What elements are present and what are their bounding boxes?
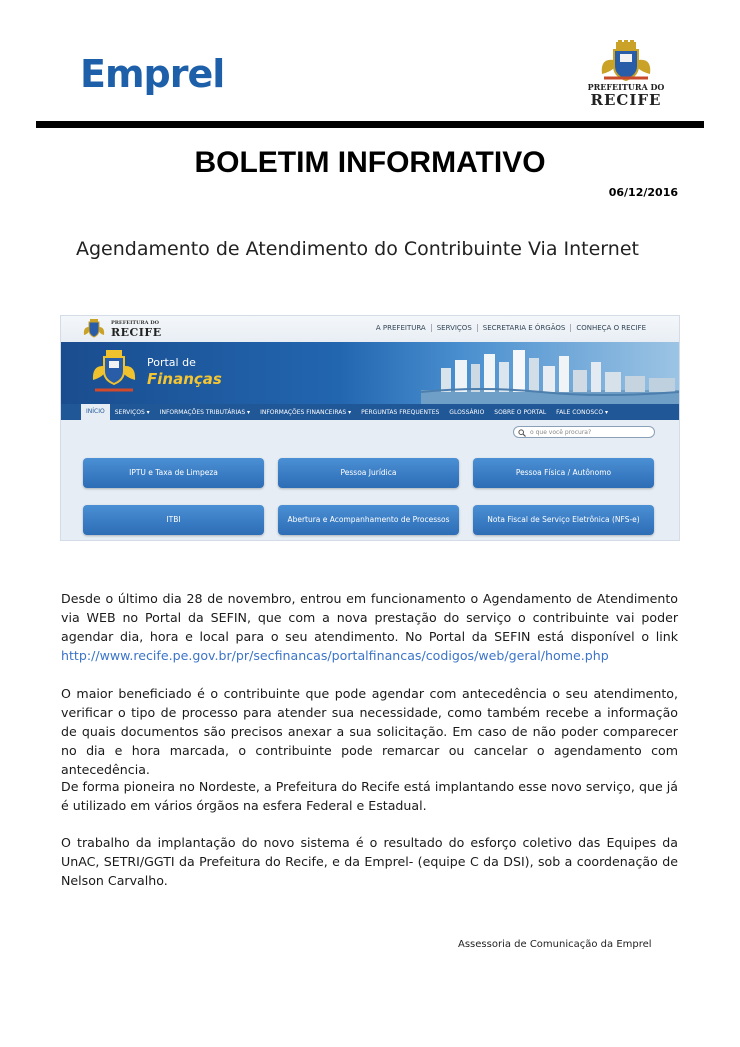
processos-button[interactable]: Abertura e Acompanhamento de Processos — [278, 505, 459, 535]
emprel-logo: Emprel — [80, 52, 225, 96]
city-skyline-image — [421, 342, 679, 404]
top-link-secretaria[interactable]: SECRETARIA E ÓRGÃOS — [477, 324, 571, 332]
search-placeholder: o que você procura? — [530, 429, 592, 436]
nav-item-glossario[interactable]: GLOSSÁRIO — [449, 408, 485, 416]
footer-credit: Assessoria de Comunicação da Emprel — [458, 939, 652, 950]
nav-item-sobre[interactable]: SOBRE O PORTAL — [494, 408, 547, 416]
top-link-servicos[interactable]: SERVIÇOS — [431, 324, 477, 332]
portal-mini-logo — [81, 319, 163, 339]
top-link-conheca[interactable]: CONHEÇA O RECIFE — [570, 324, 651, 332]
paragraph-1 — [61, 589, 678, 665]
portal-mini-logo-prefix: PREFEITURA DO — [111, 320, 159, 326]
itbi-button[interactable]: ITBI — [83, 505, 264, 535]
portal-coat-of-arms-icon — [89, 348, 139, 396]
paragraph-4: O trabalho da implantação do novo sistema é o resultado do esforço coletivo das Equipes da UnAC, SETRI/GGTI da Prefeitura do Recife, e da Emprel- (equipe C da DSI), sob a coordenação de Nelson Carvalho. — [61, 835, 678, 888]
nav-item-inicio[interactable]: INÍCIO — [81, 404, 110, 420]
portal-nav-bar — [61, 404, 679, 420]
portal-top-links — [371, 324, 651, 332]
bulletin-subject: Agendamento de Atendimento do Contribuinte Via Internet — [76, 238, 639, 260]
pessoa-fisica-button[interactable]: Pessoa Física / Autônomo — [473, 458, 654, 488]
portal-banner — [61, 342, 679, 404]
nav-item-info-financeiras[interactable]: INFORMAÇÕES FINANCEIRAS ▾ — [260, 408, 352, 416]
paragraph-3: De forma pioneira no Nordeste, a Prefeitura do Recife está implantando esse novo serviço, que já é utilizado em vários órgãos na esfera Federal e Estadual. — [61, 779, 678, 813]
nav-item-perguntas[interactable]: PERGUNTAS FREQUENTES — [361, 408, 440, 416]
nav-item-info-tributarias[interactable]: INFORMAÇÕES TRIBUTÁRIAS ▾ — [159, 408, 251, 416]
recife-logo-prefix: PREFEITURA DO — [587, 82, 665, 92]
pessoa-juridica-button[interactable]: Pessoa Jurídica — [278, 458, 459, 488]
nfse-button[interactable]: Nota Fiscal de Serviço Eletrônica (NFS-e) — [473, 505, 654, 535]
nav-item-servicos[interactable]: SERVIÇOS ▾ — [114, 408, 150, 416]
top-link-prefeitura[interactable]: A PREFEITURA — [375, 324, 426, 332]
portal-link[interactable]: http://www.recife.pe.gov.br/pr/secfinancas/portalfinancas/codigos/web/geral/home.php — [61, 648, 609, 663]
portal-mini-logo-name: RECIFE — [111, 326, 162, 339]
coat-of-arms-icon — [81, 319, 107, 339]
bulletin-title: BOLETIM INFORMATIVO — [194, 146, 546, 179]
portal-screenshot — [60, 315, 680, 541]
portal-search-input[interactable] — [513, 426, 655, 438]
recife-logo-name: RECIFE — [590, 91, 662, 109]
search-icon — [518, 429, 526, 437]
portal-top-bar — [61, 316, 679, 342]
recife-logo — [574, 40, 678, 112]
header-divider — [36, 121, 704, 128]
bulletin-date: 06/12/2016 — [608, 186, 678, 199]
paragraph-1-text: Desde o último dia 28 de novembro, entrou em funcionamento o Agendamento de Atendimento via WEB no Portal da SEFIN, que com a nova prestação do serviço o contribuinte vai poder agendar dia, hora e local para o seu atendimento. No Portal da SEFIN está disponível o link — [61, 591, 678, 644]
portal-title: Finanças — [147, 370, 222, 388]
nav-item-fale-conosco[interactable]: FALE CONOSCO ▾ — [556, 408, 608, 416]
portal-title-prefix: Portal de — [147, 356, 196, 369]
iptu-button[interactable]: IPTU e Taxa de Limpeza — [83, 458, 264, 488]
paragraph-2: O maior beneficiado é o contribuinte que pode agendar com antecedência o seu atendimento, verificar o tipo de processo para atender sua necessidade, como também recebe a informação de quais documentos são precisos anexar a sua solicitação. Em caso de não poder comparecer no dia e hora marcada, o contribuinte pode remarcar ou cancelar o agendamento com antecedência. — [61, 686, 678, 777]
coat-of-arms-icon — [574, 40, 678, 82]
